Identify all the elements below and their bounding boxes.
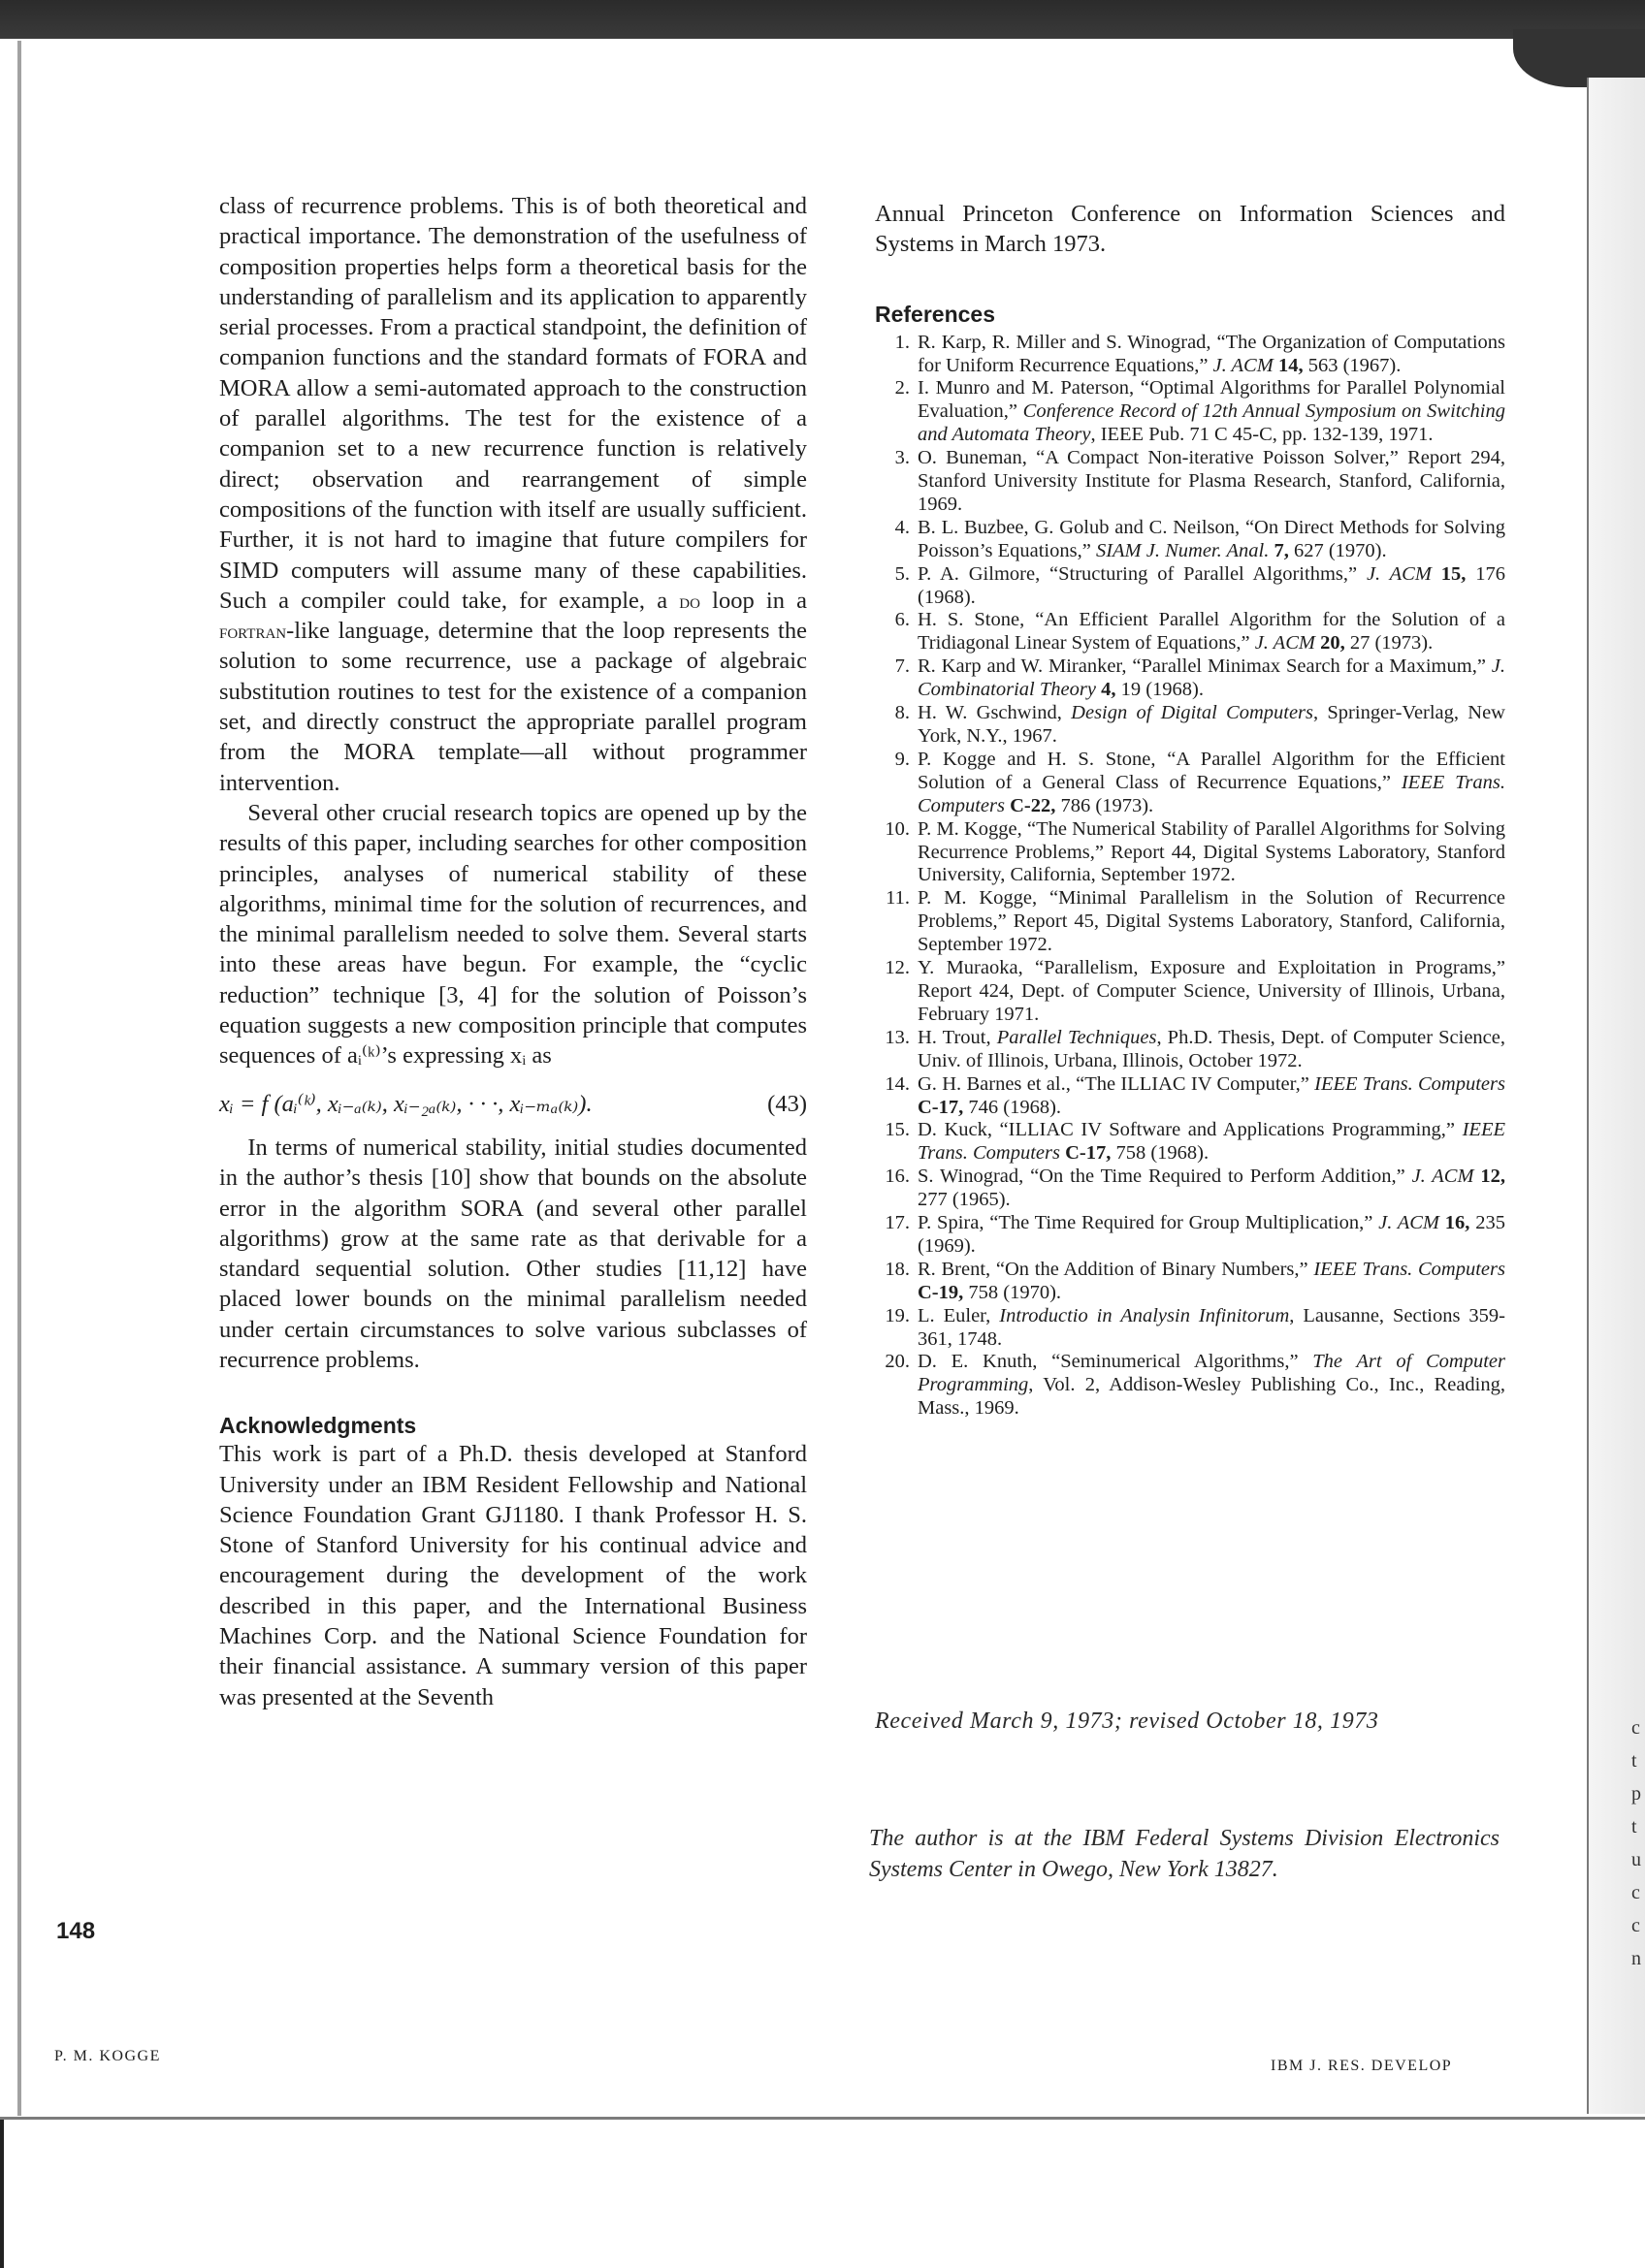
scan-bottom-left-edge xyxy=(0,2120,4,2268)
reference-number: 20. xyxy=(885,1351,910,1373)
reference-text: R. Karp and W. Miranker, “Parallel Minimax Search for a Maximum,” J. Combinatorial Theory 4, 19 (1968). xyxy=(918,655,1505,701)
reference-item xyxy=(875,377,1505,447)
reference-text: H. W. Gschwind, Design of Digital Computers, Springer-Verlag, New York, N.Y., 1967. xyxy=(918,702,1505,747)
reference-item xyxy=(875,818,1505,888)
reference-text: H. Trout, Parallel Techniques, Ph.D. Thesis, Dept. of Computer Science, Univ. of Illinois, Urbana, Illinois, October 1972. xyxy=(918,1026,1505,1071)
reference-item xyxy=(875,887,1505,957)
reference-item xyxy=(875,1305,1505,1352)
adjacent-page-text-bleed: c t p t u c c n xyxy=(1631,1717,1641,1969)
reference-number: 6. xyxy=(894,609,910,631)
reference-number: 11. xyxy=(886,887,910,910)
reference-number: 15. xyxy=(885,1119,910,1141)
reference-number: 8. xyxy=(894,702,910,724)
right-column xyxy=(875,199,1505,1421)
reference-item xyxy=(875,1259,1505,1305)
reference-text: D. E. Knuth, “Seminumerical Algorithms,” The Art of Computer Programming, Vol. 2, Addison-Wesley Publishing Co., Inc., Reading, Mass., 1969. xyxy=(918,1351,1505,1420)
reference-item xyxy=(875,1119,1505,1166)
reference-number: 13. xyxy=(885,1026,910,1048)
reference-item xyxy=(875,1351,1505,1421)
scan-top-shadow xyxy=(0,0,1645,39)
reference-text: H. S. Stone, “An Efficient Parallel Algorithm for the Solution of a Tridiagonal Linear System of Equations,” J. ACM 20, 27 (1973). xyxy=(918,609,1505,655)
reference-item xyxy=(875,517,1505,563)
reference-number: 1. xyxy=(894,331,910,353)
reference-list xyxy=(875,332,1505,1421)
left-column xyxy=(219,191,807,1712)
reference-text: R. Brent, “On the Addition of Binary Numbers,” IEEE Trans. Computers C-19, 758 (1970). xyxy=(918,1258,1505,1303)
reference-number: 17. xyxy=(885,1212,910,1234)
reference-number: 16. xyxy=(885,1166,910,1188)
reference-item xyxy=(875,1212,1505,1259)
reference-text: P. Spira, “The Time Required for Group Multiplication,” J. ACM 16, 235 (1969). xyxy=(918,1212,1505,1257)
reference-number: 12. xyxy=(885,957,910,979)
reference-text: P. A. Gilmore, “Structuring of Parallel Algorithms,” J. ACM 15, 176 (1968). xyxy=(918,562,1506,608)
reference-item xyxy=(875,332,1505,378)
scan-bottom-edge xyxy=(0,2117,1645,2120)
reference-number: 4. xyxy=(894,516,910,538)
reference-item xyxy=(875,702,1505,749)
reference-item xyxy=(875,957,1505,1027)
references-heading: References xyxy=(875,301,996,327)
scan-left-edge xyxy=(17,41,21,2116)
reference-item xyxy=(875,447,1505,517)
reference-number: 14. xyxy=(885,1072,910,1095)
page-number: 148 xyxy=(56,1918,96,1944)
author-affiliation: The author is at the IBM Federal Systems Division Electronics Systems Center in Owego, New York 13827. xyxy=(869,1826,1500,1882)
reference-item xyxy=(875,1073,1505,1120)
reference-item xyxy=(875,1166,1505,1212)
reference-text: P. M. Kogge, “The Numerical Stability of Parallel Algorithms for Solving Recurrence Problems,” Report 44, Digital Systems Laboratory, Stanford University, California, September 1972. xyxy=(918,817,1505,886)
reference-number: 19. xyxy=(885,1304,910,1326)
body-paragraph-1: class of recurrence problems. This is of both theoretical and practical importance. The demonstration of the usefulness of composition properties helps form a theoretical basis for the understanding of parallelism and its application to apparently serial processes. From a practical standpoint, the definition of companion functions and the standard formats of FORA and MORA allow a semi-automated approach to the construction of parallel algorithms. The test for the existence of a companion set to a new recurrence function is relatively direct; observation and rearrangement of simple compositions of the function with itself are usually sufficient. Further, it is not hard to imagine that future compilers for SIMD computers will assume many of these capabilities. Such a compiler could take, for example, a do loop in a fortran-like language, determine that the loop represents the solution to some recurrence, use a package of algebraic substitution routines to test for the existence of a companion set, and directly construct the appropriate parallel program from the MORA template—all without programmer intervention. xyxy=(219,193,807,796)
running-footer-journal: IBM J. RES. DEVELOP xyxy=(1271,2058,1453,2074)
reference-item xyxy=(875,1027,1505,1073)
reference-number: 7. xyxy=(894,655,910,678)
reference-number: 3. xyxy=(894,447,910,469)
equation-number: (43) xyxy=(767,1090,807,1117)
reference-text: S. Winograd, “On the Time Required to Perform Addition,” J. ACM 12, 277 (1965). xyxy=(918,1166,1505,1211)
body-paragraph-3: In terms of numerical stability, initial studies documented in the author’s thesis [10] show that bounds on the absolute error in the algorithm SORA (and several other parallel algorithms) grow at the same rate as that derivable for a standard sequential solution. Other studies [11,12] have placed lower bounds on the minimal parallelism needed under certain circumstances to solve various subclasses of recurrence problems. xyxy=(219,1134,807,1373)
reference-number: 5. xyxy=(894,562,910,585)
reference-text: P. M. Kogge, “Minimal Parallelism in the Solution of Recurrence Problems,” Report 45, Digital Systems Laboratory, Stanford, California, September 1972. xyxy=(918,887,1505,956)
body-paragraph-2: Several other crucial research topics are opened up by the results of this paper, including searches for other composition principles, analyses of numerical stability of these algorithms, minimal time for the solution of recurrences, and the minimal parallelism needed to solve them. Several starts into these areas have begun. For example, the “cyclic reduction” technique [3, 4] for the solution of Poisson’s equation suggests a new composition principle that computes sequences of aᵢ⁽ᵏ⁾’s expressing xᵢ as xyxy=(219,799,807,1070)
reference-number: 18. xyxy=(885,1258,910,1280)
equation-body: xᵢ = f (aᵢ⁽ᵏ⁾, xᵢ₋ₐ₍ₖ₎, xᵢ₋₂ₐ₍ₖ₎, · · ·, xᵢ₋ₘₐ₍ₖ₎). xyxy=(219,1090,593,1117)
continuation-paragraph: Annual Princeton Conference on Information Sciences and Systems in March 1973. xyxy=(875,201,1505,258)
reference-item xyxy=(875,655,1505,702)
reference-item xyxy=(875,749,1505,818)
reference-item xyxy=(875,563,1505,610)
reference-number: 10. xyxy=(885,817,910,840)
reference-text: B. L. Buzbee, G. Golub and C. Neilson, “On Direct Methods for Solving Poisson’s Equations,” SIAM J. Numer. Anal. 7, 627 (1970). xyxy=(918,516,1505,561)
reference-item xyxy=(875,609,1505,655)
reference-text: G. H. Barnes et al., “The ILLIAC IV Computer,” IEEE Trans. Computers C-17, 746 (1968). xyxy=(918,1072,1505,1118)
received-date: Received March 9, 1973; revised October 18, 1973 xyxy=(875,1709,1379,1734)
reference-text: R. Karp, R. Miller and S. Winograd, “The Organization of Computations for Uniform Recurrence Equations,” J. ACM 14, 563 (1967). xyxy=(918,331,1505,376)
reference-text: L. Euler, Introductio in Analysin Infinitorum, Lausanne, Sections 359-361, 1748. xyxy=(918,1304,1505,1350)
reference-text: P. Kogge and H. S. Stone, “A Parallel Algorithm for the Efficient Solution of a General Class of Recurrence Equations,” IEEE Trans. Computers C-22, 786 (1973). xyxy=(918,748,1505,816)
reference-number: 2. xyxy=(894,377,910,399)
reference-text: O. Buneman, “A Compact Non-iterative Poisson Solver,” Report 294, Stanford University Institute for Plasma Research, Stanford, California, 1969. xyxy=(918,447,1505,515)
reference-text: D. Kuck, “ILLIAC IV Software and Applications Programming,” IEEE Trans. Computers C-17, 758 (1968). xyxy=(918,1119,1505,1165)
running-footer-author: P. M. KOGGE xyxy=(54,2048,161,2064)
acknowledgments-text: This work is part of a Ph.D. thesis developed at Stanford University under an IBM Resident Fellowship and National Science Foundation Grant GJ1180. I thank Professor H. S. Stone of Stanford University for his continual advice and encouragement during the development of the work described in this paper, and the International Business Machines Corp. and the National Science Foundation for their financial assistance. A summary version of this paper was presented at the Seventh xyxy=(219,1441,807,1710)
equation-43 xyxy=(219,1089,807,1119)
reference-number: 9. xyxy=(894,748,910,770)
acknowledgments-heading: Acknowledgments xyxy=(219,1413,417,1439)
reference-text: I. Munro and M. Paterson, “Optimal Algorithms for Parallel Polynomial Evaluation,” Conference Record of 12th Annual Symposium on Switching and Automata Theory, IEEE Pub. 71 C 45-C, pp. 132-139, 1971. xyxy=(918,377,1505,446)
reference-text: Y. Muraoka, “Parallelism, Exposure and Exploitation in Programs,” Report 424, Dept. of Computer Science, University of Illinois, Urbana, February 1971. xyxy=(918,957,1505,1025)
